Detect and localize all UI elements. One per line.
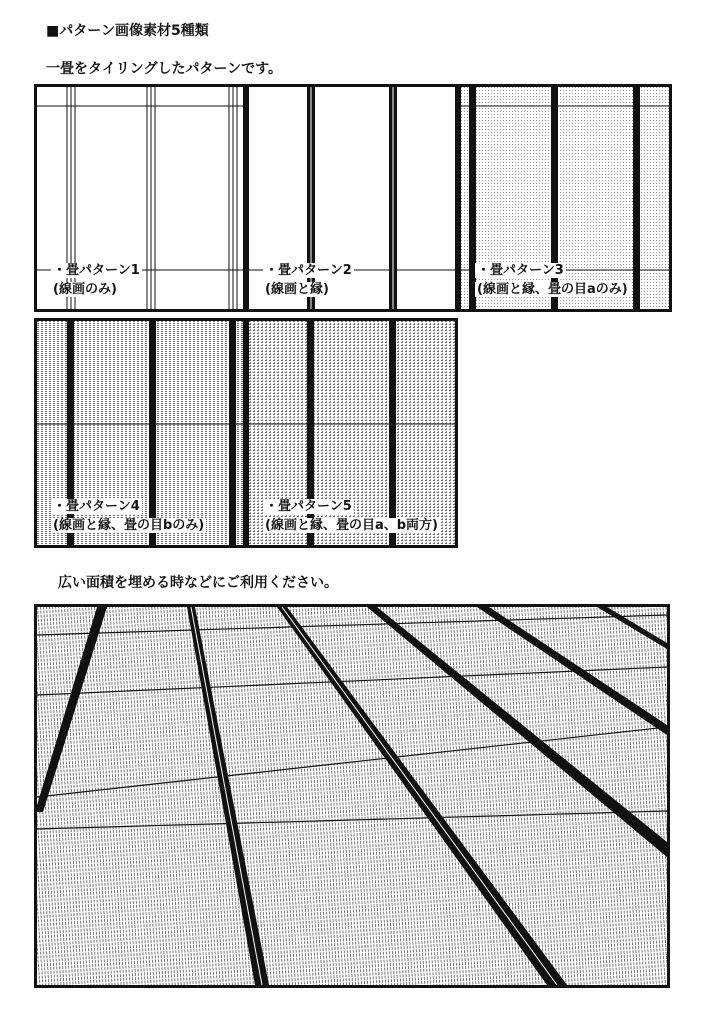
pattern-panel-1 <box>34 84 246 312</box>
pattern-1-name: ・畳パターン1 <box>53 263 140 278</box>
pattern-panel-3 <box>458 84 672 312</box>
pattern-4-name: ・畳パターン4 <box>53 499 140 514</box>
pattern-5-name: ・畳パターン5 <box>265 499 352 514</box>
pattern-panel-2 <box>246 84 458 312</box>
pattern-2-note: (線画と縁) <box>265 282 329 297</box>
page-subtitle: 一畳をタイリングしたパターンです。 <box>46 61 283 77</box>
pattern-2-name: ・畳パターン2 <box>265 263 352 278</box>
pattern-panel-4 <box>34 318 246 548</box>
usage-note: 広い面積を埋める時などにご利用ください。 <box>58 575 338 591</box>
pattern-4-note: (線画と縁、畳の目bのみ) <box>53 518 205 533</box>
pattern-1-note: (線画のみ) <box>53 282 117 297</box>
pattern-3-note: (線画と縁、畳の目aのみ) <box>477 282 628 297</box>
pattern-5-note: (線画と縁、畳の目a、b両方) <box>265 518 438 533</box>
page-title: ■パターン画像素材5種類 <box>46 23 209 39</box>
tatami-floor-illustration <box>37 607 667 985</box>
pattern-3-name: ・畳パターン3 <box>477 263 564 278</box>
perspective-example <box>34 604 670 988</box>
pattern-panel-5 <box>246 318 458 548</box>
